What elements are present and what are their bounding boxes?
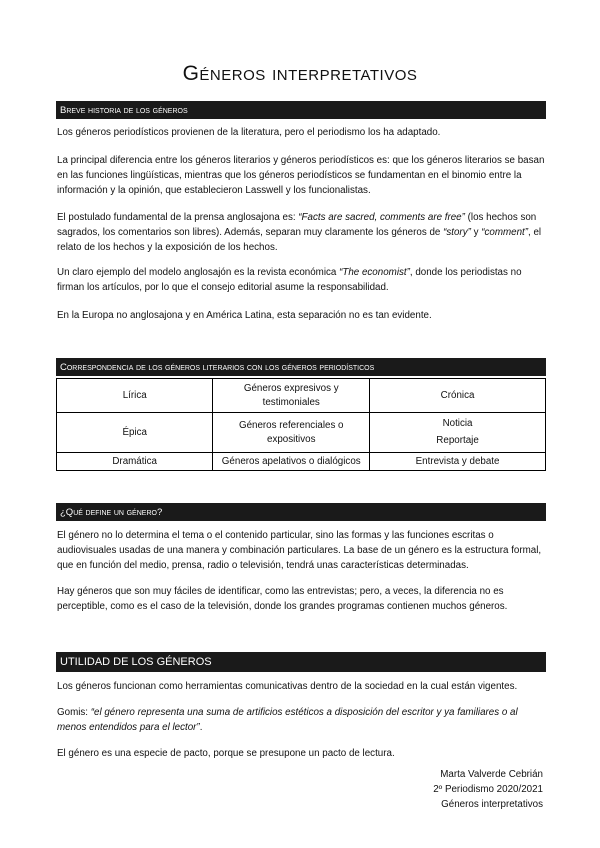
signature-author: Marta Valverde Cebrián (440, 769, 543, 780)
paragraph: En la Europa no anglosajona y en América Latina, esta separación no es tan evidente. (57, 310, 432, 321)
table-cell: Entrevista y debate (370, 453, 546, 471)
paragraph: Gomis: “el género representa una suma de artificios estéticos a disposición del escritor y ya familiares o al menos entendidos para el lector”. (57, 707, 518, 733)
table-row (57, 413, 546, 453)
section-header-definition: ¿Qué define un género? (56, 503, 546, 521)
table-cell: Géneros apelativos o dialógicos (213, 453, 370, 471)
table-cell: Géneros referenciales o expositivos (213, 413, 370, 453)
section-header-correspondence: Correspondencia de los géneros literarios con los géneros periodísticos (56, 358, 546, 376)
table-cell: Crónica (370, 379, 546, 413)
paragraph: El género es una especie de pacto, porque se presupone un pacto de lectura. (57, 748, 395, 759)
paragraph: El género no lo determina el tema o el contenido particular, sino las formas y las funciones escritas o audiovisuales usadas de una manera y combinación particulares. La base de un género es la estructura formal, que en función del medio, prensa, radio o televisión, tendrá unas características determinadas. (57, 530, 542, 571)
page-title: Géneros interpretativos (182, 62, 418, 85)
table-cell: Lírica (57, 379, 213, 413)
paragraph: El postulado fundamental de la prensa anglosajona es: “Facts are sacred, comments are free” (los hechos son sagrados, los comentarios son libres). Además, separan muy claramente los géneros de “story” y “comment”, el relato de los hechos y la exposición de los hechos. (57, 212, 542, 253)
table-cell: Noticia Reportaje (370, 413, 546, 453)
paragraph: La principal diferencia entre los géneros literarios y géneros periodísticos es: que los géneros literarios se basan en las funciones lingüísticas, mientras que los géneros periodísticos se fundamentan en el binomio entre la información y la opinión, que establecieron Lasswell y los funcionalistas. (57, 155, 545, 196)
paragraph: Los géneros periodísticos provienen de la literatura, pero el periodismo los ha adaptado. (57, 127, 441, 138)
paragraph: Los géneros funcionan como herramientas comunicativas dentro de la sociedad en la cual están vigentes. (57, 681, 518, 692)
section-header-utility: UTILIDAD DE LOS GÉNEROS (56, 652, 546, 672)
table-cell: Épica (57, 413, 213, 453)
paragraph: Un claro ejemplo del modelo anglosajón es la revista económica “The economist”, donde los periodistas no firman los artículos, por lo que el consejo editorial asume la responsabilidad. (57, 267, 522, 293)
section-header-history: Breve historia de los géneros (56, 101, 546, 119)
table-row (57, 453, 546, 471)
signature-subject: Géneros interpretativos (441, 799, 543, 810)
table-cell: Géneros expresivos y testimoniales (213, 379, 370, 413)
genres-table (56, 378, 546, 471)
paragraph: Hay géneros que son muy fáciles de identificar, como las entrevistas; pero, a veces, la diferencia no es perceptible, como es el caso de la televisión, donde los grandes programas contienen muchos géneros. (57, 586, 508, 612)
signature-course: 2º Periodismo 2020/2021 (433, 784, 543, 795)
table-cell: Dramática (57, 453, 213, 471)
table-row (57, 379, 546, 413)
